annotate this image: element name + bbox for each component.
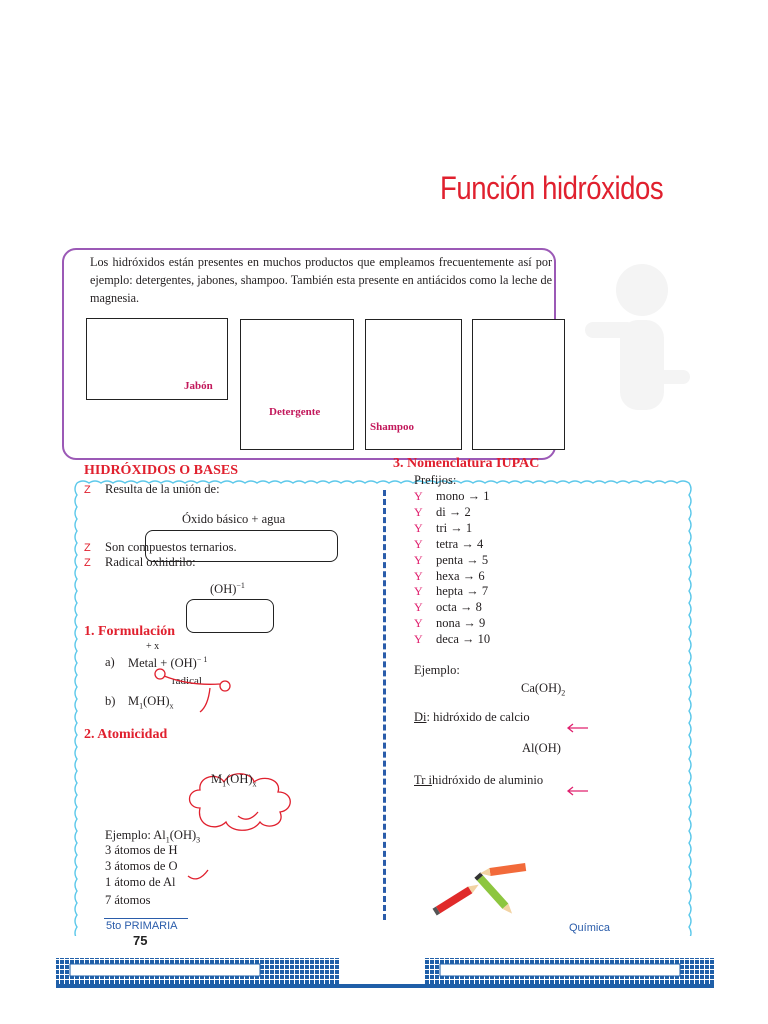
radical-label: radical [172,675,202,687]
detergent-label: Detergente [269,406,321,418]
formula-b: $M_1(OH)_x$ [128,694,174,711]
formula-a: Metal + (OH)$^{- 1}$ [128,655,208,671]
column-divider [383,490,386,920]
atoms-h: 3 átomos de H [105,843,178,857]
section-heading-bases: HIDRÓXIDOS O BASES [84,463,239,478]
prefix-item: mono → 1 [436,489,490,503]
plus-x: + x [146,641,160,652]
bullet-z: Z [84,542,91,554]
ejemplo-al: Ejemplo: $Al_1(OH)_3$ [105,828,201,845]
ejemplo-label: Ejemplo: [414,663,460,677]
bullet-z: Z [84,557,91,569]
item-union: Resulta de la unión de: [105,482,220,496]
decorative-figure-icon [580,250,690,450]
formula-a-label: a) [105,655,115,669]
arrow-left-icon [566,786,590,796]
section-formulacion: 1. Formulación [84,624,175,639]
bullet-y: Y [414,536,423,551]
page-number: 75 [133,933,148,948]
pencils-icon [430,862,540,918]
formula-oxido-agua: Óxido básico + agua [182,512,286,526]
item-radical: Radical oxhidrilo: [105,555,196,569]
example-calcium-formula: $Ca(OH)_2$ [521,681,566,698]
footer-rule [104,918,188,919]
prefix-item: deca → 10 [436,632,491,647]
hook-annotation-icon [186,862,212,884]
prefix-item: penta → 5 [436,552,489,567]
antacid-image [472,319,565,450]
shampoo-label: Shampoo [370,421,415,433]
section-atomicidad: 2. Atomicidad [84,727,168,742]
atoms-o: 3 átomos de O [105,859,178,873]
cloud-formula: $M_1(OH)_x$ [211,772,257,789]
page-title: Función hidróxidos [440,170,664,206]
bullet-y: Y [414,504,423,519]
prefix-item: hexa → 6 [436,568,485,583]
formula-b-label: b) [105,694,116,708]
bullet-y: Y [414,600,423,615]
soap-label: Jabón [184,380,213,392]
example-calcium-name: Di: hidróxido de calcio [414,710,530,724]
oh-formula: (OH)$^{-1}$ [210,581,245,597]
radical-annotation-icon [150,666,240,720]
bullet-y: Y [414,489,423,503]
detergent-image [240,319,354,450]
bullet-y: Y [414,568,423,583]
atoms-al: 1 átomo de Al [105,875,176,889]
intro-text: Los hidróxidos están presentes en muchos productos que empleamos frecuentemente así por ejemplo: detergentes, jabones, shampoo. También esta presente en antiácidos como la leche de magnesia. [90,255,552,305]
arrow-left-icon [566,723,590,733]
atoms-total: 7 átomos [105,893,151,907]
bullet-y: Y [414,552,423,567]
footer-subject: Química [569,922,610,934]
prefix-item: octa → 8 [436,600,482,615]
prefix-item: tri → 1 [436,520,473,535]
bullet-y: Y [414,632,423,647]
example-aluminum-formula: Al(OH) [522,741,561,755]
bullet-y: Y [414,520,423,535]
bullet-y: Y [414,616,423,631]
prefix-item: hepta → 7 [436,584,489,599]
prefijos-label: Prefijos: [414,473,457,487]
section-nomenclatura: 3. Nomenclatura IUPAC [393,456,540,471]
annotation-box [186,599,274,633]
example-aluminum-name: Tr ihidróxido de aluminio [414,773,544,787]
footer-grade: 5to PRIMARIA [106,920,178,932]
prefix-item: di → 2 [436,504,471,519]
prefix-item: tetra → 4 [436,536,484,551]
item-ternarios: Son compuestos ternarios. [105,540,237,554]
bullet-y: Y [414,584,423,599]
footer-band [0,950,768,996]
bullet-z: Z [84,484,91,496]
prefix-item: nona → 9 [436,616,486,631]
